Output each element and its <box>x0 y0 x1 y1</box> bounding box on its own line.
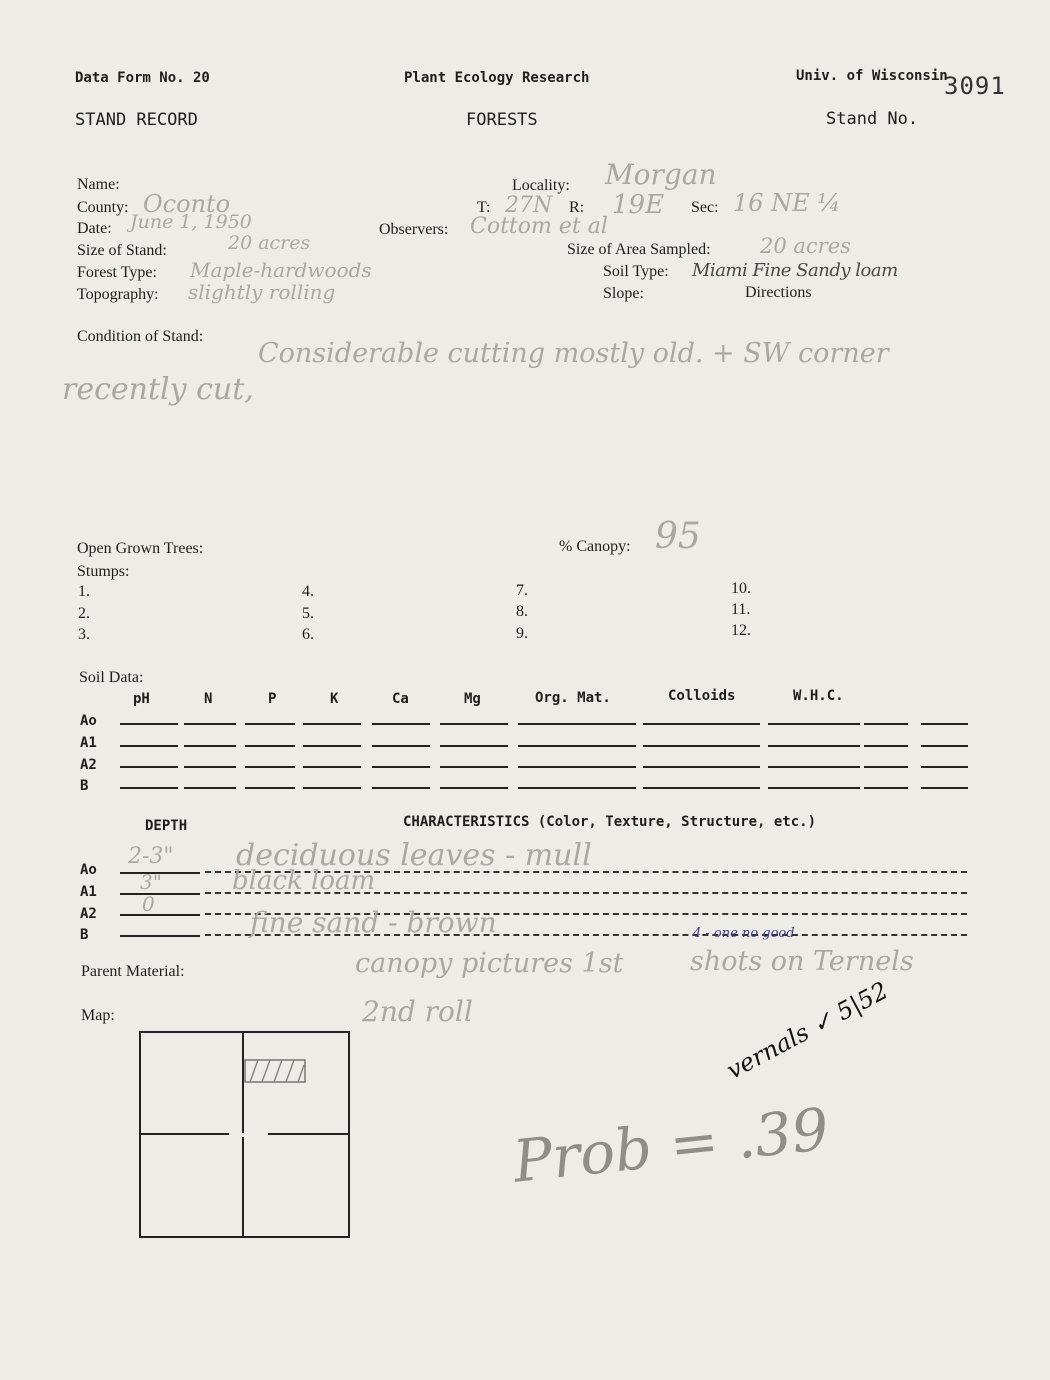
university: Univ. of Wisconsin <box>796 68 948 84</box>
area-sampled-label: Size of Area Sampled: <box>567 241 711 258</box>
depth-row-label: Ao <box>80 862 97 878</box>
depth-row-label: B <box>80 927 89 943</box>
stump-number: 4. <box>302 583 314 600</box>
r-value: 19E <box>612 190 665 220</box>
parent-material-note: canopy pictures 1st <box>355 948 624 979</box>
form-number: Data Form No. 20 <box>75 70 210 86</box>
soil-col-header: pH <box>133 691 150 707</box>
date-value: June 1, 1950 <box>130 211 252 233</box>
soil-data-blank <box>864 787 908 789</box>
canopy-label: % Canopy: <box>559 538 631 555</box>
soil-data-blank <box>921 723 968 725</box>
depth-row-label: A1 <box>80 884 97 900</box>
soil-data-blank <box>518 787 636 789</box>
forests-title: FORESTS <box>466 110 538 130</box>
stand-record-title: STAND RECORD <box>75 110 198 130</box>
stump-number: 10. <box>731 580 751 597</box>
soil-data-blank <box>768 745 860 747</box>
soil-col-header: W.H.C. <box>793 688 844 704</box>
soil-data-blank <box>245 723 295 725</box>
soil-data-blank <box>245 787 295 789</box>
soil-data-blank <box>303 787 361 789</box>
r-label: R: <box>569 199 585 216</box>
characteristics-label: CHARACTERISTICS (Color, Texture, Structure, etc.) <box>403 814 817 830</box>
soil-col-header: K <box>330 691 339 707</box>
characteristic-value: deciduous leaves - mull <box>236 838 592 873</box>
parent-material-label: Parent Material: <box>81 963 185 980</box>
depth-line <box>120 935 200 937</box>
soil-data-blank <box>120 766 178 768</box>
stand-no-label: Stand No. <box>826 109 919 129</box>
soil-data-blank <box>518 723 636 725</box>
soil-data-blank <box>864 766 908 768</box>
soil-type-label: Soil Type: <box>603 263 669 280</box>
map-divider <box>139 1133 229 1135</box>
soil-data-blank <box>768 723 860 725</box>
soil-data-blank <box>768 787 860 789</box>
map-divider <box>268 1133 348 1135</box>
locality-value: Morgan <box>605 158 717 191</box>
soil-data-blank <box>643 766 760 768</box>
t-value: 27N <box>505 193 553 218</box>
sec-value: 16 NE ¼ <box>733 189 841 217</box>
soil-data-blank <box>864 745 908 747</box>
soil-data-blank <box>372 766 430 768</box>
soil-col-header: Mg <box>464 691 481 707</box>
soil-type-value: Miami Fine Sandy loam <box>692 260 898 281</box>
soil-data-blank <box>518 766 636 768</box>
soil-row-label: Ao <box>80 713 97 729</box>
soil-data-blank <box>120 723 178 725</box>
characteristic-value: black loam <box>232 866 376 896</box>
soil-data-blank <box>303 745 361 747</box>
slope-label: Slope: <box>603 285 644 302</box>
stump-number: 3. <box>78 626 90 643</box>
soil-data-blank <box>864 723 908 725</box>
condition-label: Condition of Stand: <box>77 328 204 345</box>
stump-number: 11. <box>731 601 751 618</box>
observers-label: Observers: <box>379 221 449 238</box>
stump-number: 12. <box>731 622 751 639</box>
soil-data-blank <box>372 745 430 747</box>
soil-data-blank <box>184 766 236 768</box>
soil-data-blank <box>440 766 508 768</box>
parent-material-roll: 2nd roll <box>362 995 473 1028</box>
depth-value: 3" <box>140 870 162 894</box>
soil-data-blank <box>120 787 178 789</box>
map-label: Map: <box>81 1007 115 1024</box>
topography-label: Topography: <box>77 286 159 303</box>
soil-data-blank <box>643 787 760 789</box>
stump-number: 9. <box>516 625 528 642</box>
t-label: T: <box>477 199 491 216</box>
depth-label: DEPTH <box>145 818 188 834</box>
condition-line-1: Considerable cutting mostly old. + SW corner <box>258 338 889 369</box>
parent-material-note-2: shots on Ternels <box>690 946 914 977</box>
soil-data-label: Soil Data: <box>79 669 144 686</box>
stumps-label: Stumps: <box>77 563 130 580</box>
depth-row-label: A2 <box>80 906 97 922</box>
stump-number: 5. <box>302 605 314 622</box>
probability-annotation: Prob = .39 <box>510 1094 832 1196</box>
stump-number: 7. <box>516 582 528 599</box>
soil-col-header: Ca <box>392 691 409 707</box>
soil-data-blank <box>184 745 236 747</box>
research-title: Plant Ecology Research <box>404 70 590 86</box>
stump-number: 2. <box>78 605 90 622</box>
observers-value: Cottom et al <box>470 214 608 239</box>
soil-data-blank <box>768 766 860 768</box>
depth-value: 0 <box>142 892 155 916</box>
directions-label: Directions <box>745 284 812 301</box>
soil-data-blank <box>440 787 508 789</box>
depth-line <box>120 914 200 916</box>
soil-data-blank <box>184 723 236 725</box>
map-divider <box>242 1137 244 1236</box>
soil-data-blank <box>643 723 760 725</box>
soil-col-header: N <box>204 691 213 707</box>
vernals-annotation: vernals ✓ 5|52 <box>722 976 893 1085</box>
depth-value: 2-3" <box>128 844 174 869</box>
soil-data-blank <box>245 745 295 747</box>
condition-line-2: recently cut, <box>62 372 254 407</box>
soil-data-blank <box>184 787 236 789</box>
stump-number: 8. <box>516 603 528 620</box>
record-number: 3091 <box>944 72 1006 100</box>
open-grown-label: Open Grown Trees: <box>77 540 204 557</box>
soil-col-header: Org. Mat. <box>535 690 611 706</box>
topography-value: slightly rolling <box>188 280 336 304</box>
soil-data-blank <box>303 766 361 768</box>
soil-data-blank <box>921 787 968 789</box>
soil-col-header: P <box>268 691 277 707</box>
forest-type-label: Forest Type: <box>77 264 157 281</box>
forest-type-value: Maple-hardwoods <box>190 258 372 282</box>
soil-data-blank <box>518 745 636 747</box>
soil-data-blank <box>303 723 361 725</box>
soil-data-blank <box>372 723 430 725</box>
date-label: Date: <box>77 220 112 237</box>
area-sampled-value: 20 acres <box>760 234 851 258</box>
soil-data-blank <box>921 766 968 768</box>
soil-data-blank <box>440 745 508 747</box>
sec-label: Sec: <box>691 199 719 216</box>
size-of-stand-value: 20 acres <box>228 232 311 254</box>
sampled-area-hatch <box>244 1059 308 1085</box>
county-label: County: <box>77 199 129 216</box>
soil-row-label: B <box>80 778 89 794</box>
parent-material-insert: 4 - one no good <box>693 926 795 941</box>
soil-data-blank <box>372 787 430 789</box>
soil-data-blank <box>921 745 968 747</box>
canopy-value: 95 <box>655 516 701 557</box>
soil-row-label: A1 <box>80 735 97 751</box>
soil-row-label: A2 <box>80 757 97 773</box>
soil-data-blank <box>120 745 178 747</box>
locality-label: Locality: <box>512 177 570 194</box>
name-label: Name: <box>77 176 120 193</box>
soil-data-blank <box>440 723 508 725</box>
stump-number: 6. <box>302 626 314 643</box>
soil-col-header: Colloids <box>668 688 736 704</box>
county-value: Oconto <box>143 190 231 218</box>
soil-data-blank <box>245 766 295 768</box>
size-of-stand-label: Size of Stand: <box>77 242 167 259</box>
characteristic-value: fine sand - brown <box>250 906 497 939</box>
soil-data-blank <box>643 745 760 747</box>
stump-number: 1. <box>78 583 90 600</box>
